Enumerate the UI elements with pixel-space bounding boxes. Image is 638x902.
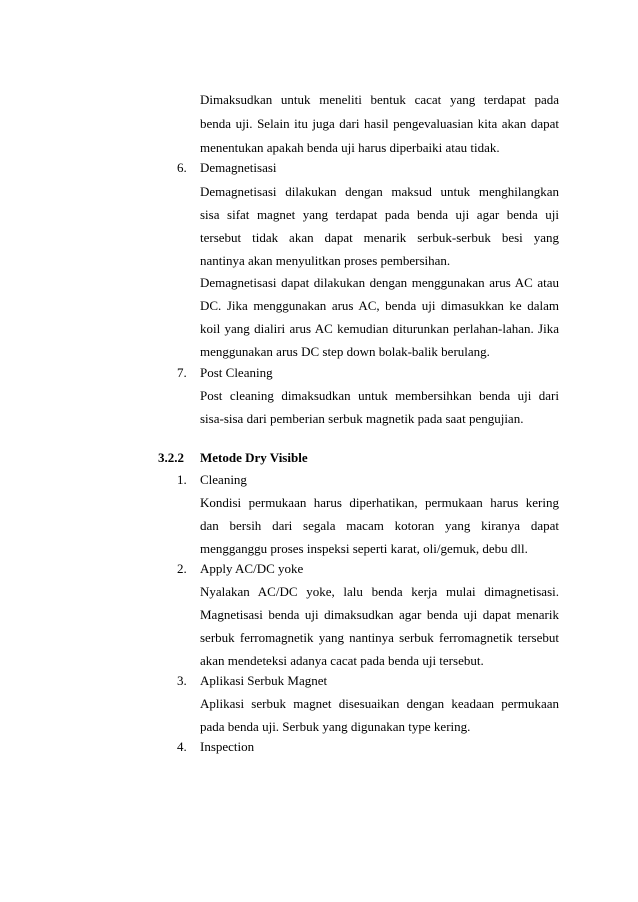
list-item-title: Post Cleaning (200, 365, 273, 380)
section-number: 3.2.2 (158, 450, 184, 465)
paragraph-line: akan mendeteksi adanya cacat pada benda uji tersebut. (200, 653, 484, 668)
list-item-number: 1. (177, 472, 187, 487)
paragraph-line: tersebut tidak akan dapat menarik serbuk-serbuk besi yang (200, 230, 559, 245)
list-item-title: Cleaning (200, 472, 247, 487)
list-item-number: 4. (177, 739, 187, 754)
paragraph-line: Post cleaning dimaksudkan untuk membersihkan benda uji dari (200, 388, 559, 403)
paragraph-line: Aplikasi serbuk magnet disesuaikan dengan keadaan permukaan (200, 696, 559, 711)
list-item-number: 6. (177, 160, 187, 175)
paragraph-line: dan bersih dari segala macam kotoran yang kiranya dapat (200, 518, 559, 533)
paragraph-line: nantinya akan menyulitkan proses pembersihan. (200, 253, 451, 268)
paragraph-line: benda uji. Selain itu juga dari hasil pengevaluasian kita akan dapat (200, 116, 559, 131)
paragraph-line: mengganggu proses inspeksi seperti karat, oli/gemuk, debu dll. (200, 541, 528, 556)
paragraph-line: serbuk ferromagnetik yang nantinya serbuk ferromagnetik tersebut (200, 630, 559, 645)
list-item-number: 7. (177, 365, 187, 380)
section-title: Metode Dry Visible (200, 450, 308, 465)
paragraph-line: sisa-sisa dari pemberian serbuk magnetik pada saat pengujian. (200, 411, 524, 426)
list-item-title: Inspection (200, 739, 255, 754)
list-item-number: 3. (177, 673, 187, 688)
list-item-title: Aplikasi Serbuk Magnet (200, 673, 328, 688)
paragraph-line: Magnetisasi benda uji dimaksudkan agar benda uji dapat menarik (200, 607, 559, 622)
paragraph-line: pada benda uji. Serbuk yang digunakan type kering. (200, 719, 471, 734)
paragraph-line: Kondisi permukaan harus diperhatikan, permukaan harus kering (200, 495, 559, 510)
list-item-title: Demagnetisasi (200, 160, 277, 175)
paragraph-line: DC. Jika menggunakan arus AC, benda uji dimasukkan ke dalam (200, 298, 559, 313)
paragraph-line: menentukan apakah benda uji harus diperbaiki atau tidak. (200, 140, 500, 155)
list-item-title: Apply AC/DC yoke (200, 561, 304, 576)
paragraph-line: koil yang dialiri arus AC kemudian diturunkan perlahan-lahan. Jika (200, 321, 559, 336)
paragraph-line: Demagnetisasi dapat dilakukan dengan menggunakan arus AC atau (200, 275, 559, 290)
paragraph-line: menggunakan arus DC step down bolak-balik berulang. (200, 344, 490, 359)
paragraph-line: sisa sifat magnet yang terdapat pada benda uji agar benda uji (200, 207, 559, 222)
list-item-number: 2. (177, 561, 187, 576)
paragraph-line: Demagnetisasi dilakukan dengan maksud untuk menghilangkan (200, 184, 559, 199)
paragraph-line: Dimaksudkan untuk meneliti bentuk cacat yang terdapat pada (200, 92, 559, 107)
paragraph-line: Nyalakan AC/DC yoke, lalu benda kerja mulai dimagnetisasi. (200, 584, 559, 599)
